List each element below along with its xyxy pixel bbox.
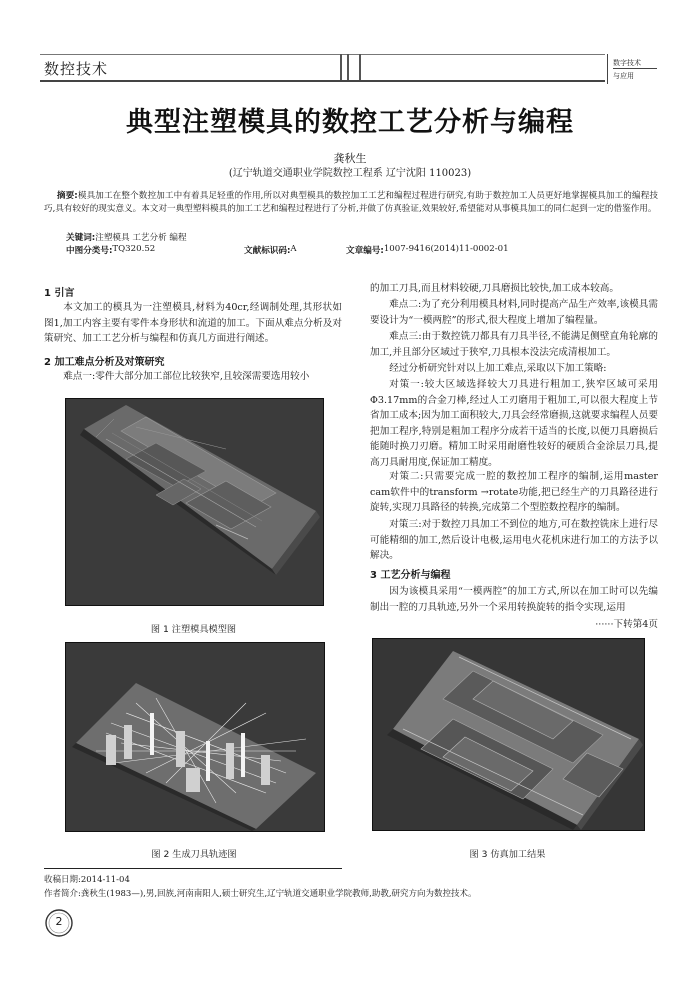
doc-code-value: A [290, 244, 297, 254]
received-date: 收稿日期:2014-11-04 [44, 875, 130, 885]
author-bio: 作者简介:龚秋生(1983—),男,回族,河南南阳人,硕士研究生,辽宁轨道交通职业学院教师,助教,研究方向为数控技术。 [44, 889, 477, 899]
cls-value: TQ320.52 [112, 244, 156, 254]
header-rule-top [40, 54, 605, 55]
right-paragraph-1: 难点二:为了充分利用模具材料,同时提高产品生产效率,该模具需要设计为“一模两腔”的形式,很大程度上增加了编程量。 [370, 299, 658, 326]
figure-1-image [65, 398, 324, 606]
right-paragraph-0: 的加工刀具,而且材料较硬,刀具磨损比较快,加工成本较高。 [370, 283, 619, 294]
right-paragraph-4: 对策一:较大区域选择较大刀具进行粗加工,狭窄区域可采用Φ3.17mm的合金刀棒,经过人工刃磨用于粗加工,可以很大程度上节省加工成本;因为加工面积较大,刀具会经常磨损,这就要求编程人员要把加工程序,特别是粗加工程序分成若干适当的长度,以便刀具磨损后能随时换刀刃磨。精加工时采用耐磨性较好的硬质合金涂层刀具,提高刀具耐用度,保证加工精度。 [370, 379, 658, 468]
section-2-paragraph: 难点一:零件大部分加工部位比较狭窄,且较深需要选用较小 [63, 371, 310, 382]
section-2-heading: 2 加工难点分析及对策研究 [44, 357, 165, 368]
right-paragraph-5: 对策二:只需要完成一腔的数控加工程序的编制,运用master cam软件中的transform →rotate功能,把已经生产的刀具路径进行旋转,实现刀具路径的转换,完成第二个型腔数控程序的编制。 [370, 471, 658, 514]
affiliation: (辽宁轨道交通职业学院数控工程系 辽宁沈阳 110023) [228, 168, 472, 179]
section-1-heading: 1 引言 [44, 288, 75, 299]
figure-2-caption: 图 2 生成刀具轨迹图 [151, 849, 237, 860]
figure-2-image [65, 642, 325, 832]
section-1-paragraph: 本文加工的模具为一注塑模具,材料为40cr,经调制处理,其形状如图1,加工内容主要有零件本身形状和流道的加工。下面从难点分析及对策研究、加工工艺分析与编程和仿真几方面进行阐述。 [44, 302, 342, 345]
journal-logo [603, 52, 661, 84]
right-paragraph-2: 难点三:由于数控铣刀都具有刀具半径,不能满足侧壁直角轮廓的加工,并且部分区域过于狭窄,刀具根本没法完成清根加工。 [370, 331, 658, 358]
page-number-badge [44, 908, 74, 938]
journal-section-title: 数控技术 [44, 60, 109, 78]
article-number-value: 1007-9416(2014)11-0002-01 [383, 244, 509, 254]
section-3-heading: 3 工艺分析与编程 [370, 570, 451, 581]
page-number: 2 [55, 915, 63, 928]
article-number-label: 文章编号: [346, 246, 384, 256]
right-paragraph-3: 经过分析研究针对以上加工难点,采取以下加工策略: [389, 363, 607, 374]
figure-3-caption: 图 3 仿真加工结果 [469, 849, 546, 860]
logo-line2: 与应用 [613, 72, 634, 80]
author: 龚秋生 [333, 152, 367, 165]
abstract-text: 模具加工在整个数控加工中有着具足轻重的作用,所以对典型模具的数控加工工艺和编程过程进行研究,有助于数控加工人员更好地掌握模具加工的编程技巧,具有较好的现实意义。本文对一典型塑料模具的加工工艺和编程过程进行了分析,并做了仿真验证,效果较好,希望能对从事模具加工的同仁起到一定的借鉴作用。 [44, 191, 659, 214]
figure-1-caption: 图 1 注塑模具模型图 [150, 624, 237, 635]
figure-3-image [372, 638, 645, 831]
keywords-text: 注塑模具 工艺分析 编程 [95, 233, 187, 243]
logo-line1: 数字技术 [613, 59, 641, 67]
abstract [44, 190, 658, 215]
paper-title: 典型注塑模具的数控工艺分析与编程 [126, 107, 574, 138]
cls-label: 中图分类号: [66, 246, 113, 256]
header-rule-bottom [40, 80, 605, 82]
header-divider-bars [337, 54, 365, 80]
keywords [66, 231, 187, 243]
abstract-label: 摘要: [56, 191, 78, 201]
doc-code-label: 文献标识码: [244, 246, 291, 256]
right-paragraph-6: 对策三:对于数控刀具加工不到位的地方,可在数控铣床上进行尽可能精细的加工,然后设计电极,运用电火花机床进行加工的方法予以解决。 [370, 519, 658, 562]
keywords-label: 关键词: [66, 233, 96, 243]
footnote-rule [44, 868, 342, 869]
section-3-paragraph: 因为该模具采用“一模两腔”的加工方式,所以在加工时可以先编制出一腔的刀具轨迹,另外一个采用转换旋转的指令实现,运用 [370, 586, 658, 613]
continued-note: ······下转第4页 [595, 619, 658, 630]
